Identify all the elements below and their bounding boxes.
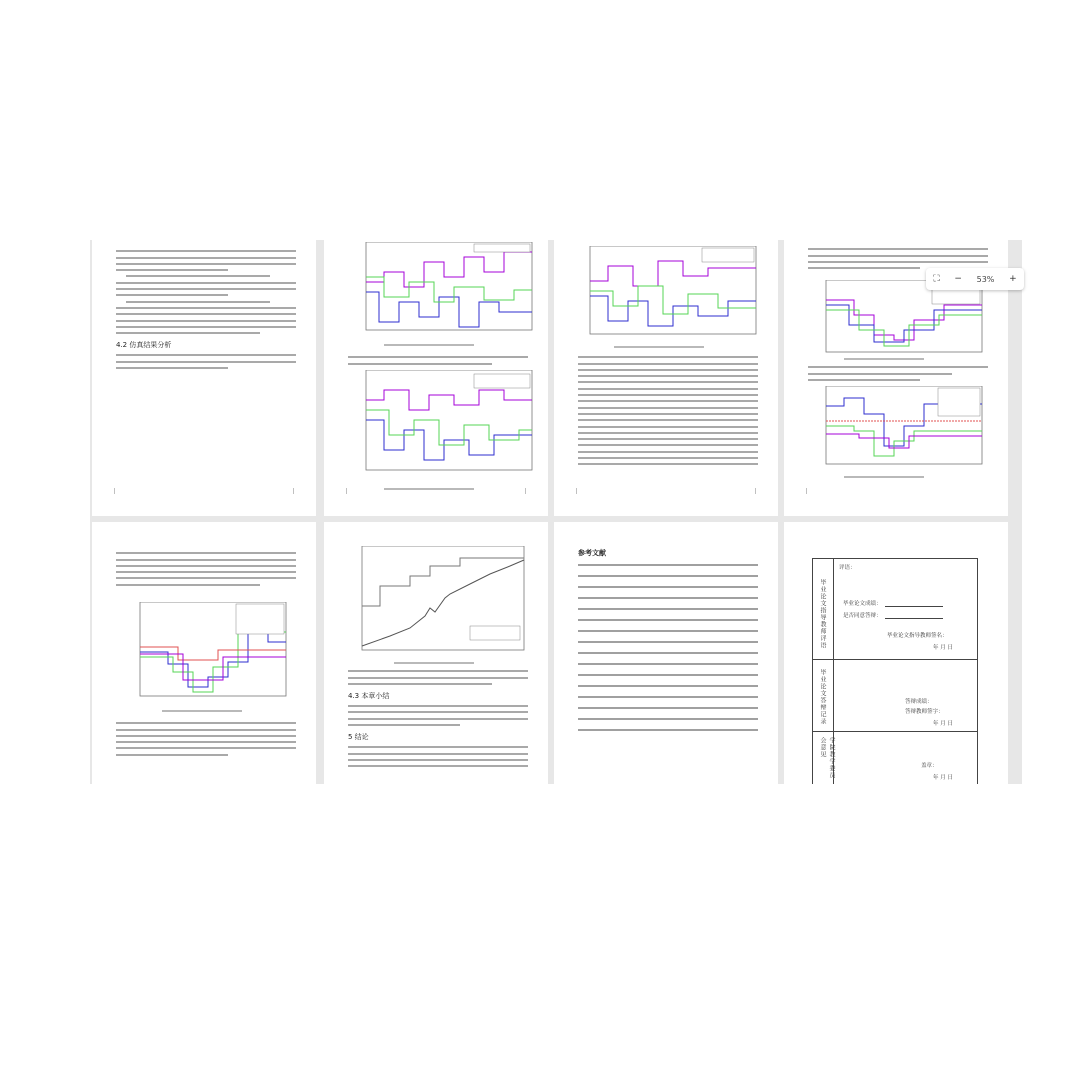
committee-signature-label: 答辩教师签字： [905, 709, 944, 715]
date-label: 年 月 日 [933, 775, 953, 781]
grade-label: 毕业论文成绩： [843, 601, 882, 607]
section-heading: 4.2 仿真结果分析 [116, 341, 172, 350]
advisor-signature-label: 毕业论文指导教师签名： [887, 633, 948, 639]
committee-opinion-label: 学院教学委员会意见 [819, 737, 835, 779]
chart-legend [470, 626, 520, 640]
section-heading: 4.3 本章小结 [348, 691, 390, 700]
document-viewer[interactable] [90, 240, 1022, 784]
chart-legend [702, 248, 754, 262]
page-thumbnail-8[interactable] [784, 522, 1008, 784]
zoom-level: 53% [976, 274, 995, 284]
page-thumbnail-3[interactable] [554, 240, 778, 516]
evaluation-form [812, 558, 978, 784]
seal-label: 盖章： [921, 763, 938, 769]
chart-legend [474, 374, 530, 388]
page-thumbnail-6[interactable] [324, 522, 548, 784]
page-thumbnail-2[interactable] [324, 240, 548, 516]
line-chart-6 [128, 602, 288, 702]
line-chart [354, 242, 534, 338]
page-thumbnail-5[interactable] [92, 522, 316, 784]
page-thumbnail-1[interactable] [92, 240, 316, 516]
references-title: 参考文献 [578, 549, 606, 557]
zoom-in-button[interactable]: + [1009, 274, 1017, 284]
line-chart-2 [354, 370, 534, 480]
chart-legend [938, 388, 980, 416]
advisor-comment-label: 毕业论文指导教师评语 [819, 579, 826, 649]
fit-page-icon[interactable]: ⛶ [933, 274, 940, 284]
line-chart-3 [578, 246, 758, 340]
line-chart-7 [350, 546, 526, 656]
section-heading: 5 结论 [348, 733, 369, 742]
chart-legend [236, 604, 284, 634]
defense-approval-label: 是否同意答辩： [843, 613, 882, 619]
line-chart-5 [814, 386, 984, 470]
review-label: 评语： [839, 565, 856, 571]
date-label: 年 月 日 [933, 645, 953, 651]
defense-record-label: 毕业论文答辩记录 [819, 669, 826, 725]
chart-frame [366, 242, 532, 330]
defense-grade-label: 答辩成绩： [905, 699, 933, 705]
page-thumbnail-7[interactable] [554, 522, 778, 784]
zoom-out-button[interactable]: − [954, 274, 962, 284]
date-label: 年 月 日 [933, 721, 953, 727]
zoom-toolbar [926, 268, 1024, 290]
line-chart-4 [814, 280, 984, 358]
chart-legend [474, 244, 530, 252]
